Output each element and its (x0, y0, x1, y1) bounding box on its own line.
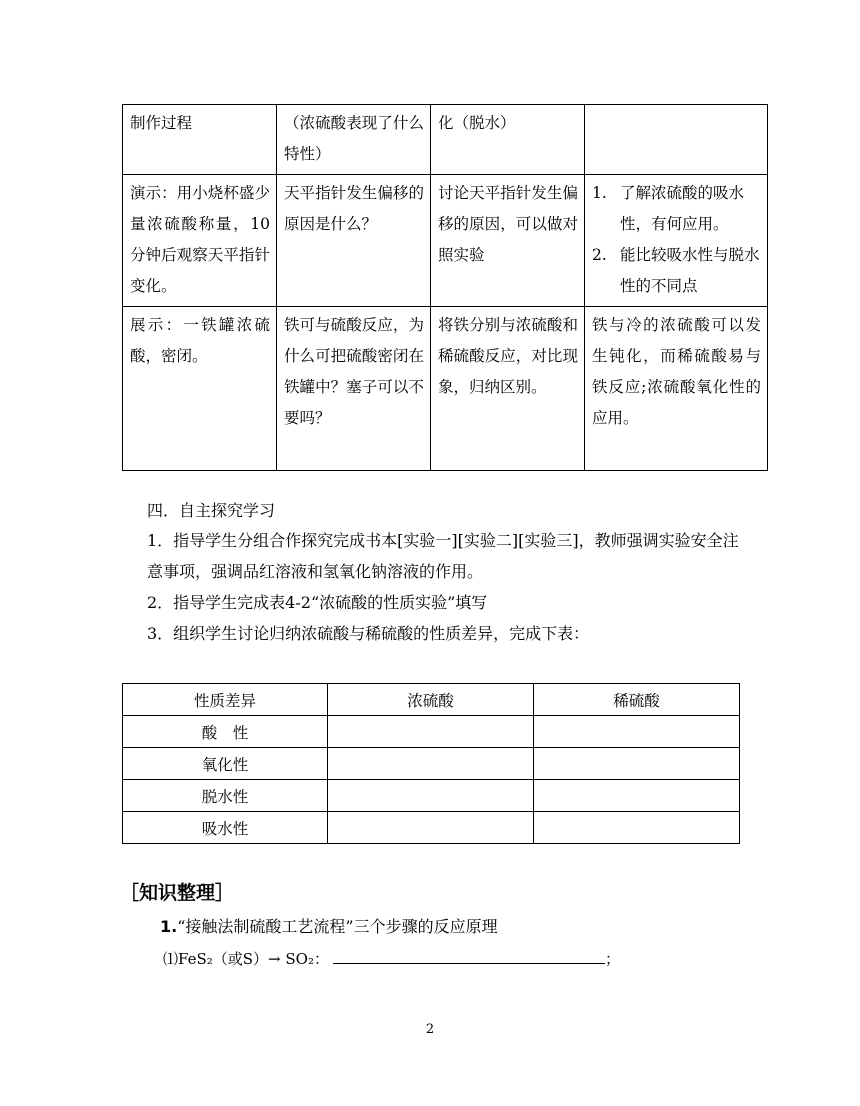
item-number: 1. (160, 917, 178, 936)
table-cell-blank[interactable] (534, 748, 740, 780)
table-cell: 酸 性 (123, 716, 328, 748)
page-number: 2 (425, 1022, 435, 1037)
table-row (123, 175, 768, 307)
table-row (123, 716, 740, 748)
table-header: 性质差异 (123, 684, 328, 716)
list-item (592, 178, 761, 240)
table-cell: 吸水性 (123, 812, 328, 844)
knowledge-subitem (163, 945, 620, 973)
table-row (123, 307, 768, 471)
table-cell: 脱水性 (123, 780, 328, 812)
table-cell: 铁可与硫酸反应，为什么可把硫酸密闭在铁罐中？塞子可以不要吗？ (277, 307, 431, 471)
table-row (123, 105, 768, 175)
paragraph (127, 618, 747, 649)
table-cell: 将铁分别与浓硫酸和稀硫酸反应，对比现象，归纳区别。 (431, 307, 585, 471)
list-item (592, 240, 761, 302)
table-cell: （浓硫酸表现了什么特性） (277, 105, 431, 175)
table-header-row (123, 684, 740, 716)
property-table (122, 683, 740, 844)
table-cell: 制作过程 (123, 105, 277, 175)
paragraph-text: 3．组织学生讨论归纳浓硫酸与稀硫酸的性质差异，完成下表： (147, 624, 590, 643)
table-cell-blank[interactable] (328, 812, 534, 844)
reaction-label: ⑴FeS₂（或S）→ SO₂： (163, 950, 329, 968)
table-cell-blank[interactable] (328, 780, 534, 812)
list-text: 了解浓硫酸的吸水性，有何应用。 (620, 184, 745, 233)
paragraph-text: 1．指导学生分组合作探究完成书本[实验一][实验二][实验三]，教师强调实验安全注意事项，强调品红溶液和氢氧化钠溶液的作用。 (147, 531, 739, 581)
table-row (123, 780, 740, 812)
table-cell-blank[interactable] (534, 716, 740, 748)
table-cell (585, 105, 768, 175)
table-cell: 演示：用小烧杯盛少量浓硫酸称量，10分钟后观察天平指针变化。 (123, 175, 277, 307)
table-header: 浓硫酸 (328, 684, 534, 716)
table-cell: 天平指针发生偏移的原因是什么？ (277, 175, 431, 307)
paragraph-text: 2．指导学生完成表4-2“浓硫酸的性质实验”填写 (147, 593, 488, 612)
table-cell-blank[interactable] (534, 812, 740, 844)
list-number: 1. (592, 184, 607, 202)
list-text: 能比较吸水性与脱水性的不同点 (620, 246, 760, 295)
item-text: “接触法制硫酸工艺流程”三个步骤的反应原理 (177, 917, 498, 936)
table-cell-blank[interactable] (328, 748, 534, 780)
list-number: 2. (592, 246, 607, 264)
table-cell: 化（脱水） (431, 105, 585, 175)
lesson-table (122, 104, 768, 471)
answer-blank[interactable] (333, 947, 605, 964)
table-cell: 氧化性 (123, 748, 328, 780)
table-header: 稀硫酸 (534, 684, 740, 716)
knowledge-item (160, 913, 498, 941)
table-row (123, 812, 740, 844)
section-title: 四．自主探究学习 (147, 501, 276, 520)
table-cell: 铁与冷的浓硫酸可以发生钝化，而稀硫酸易与铁反应;浓硫酸氧化性的应用。 (585, 307, 768, 471)
table-row (123, 748, 740, 780)
goal-list (592, 178, 761, 302)
paragraph (127, 587, 747, 618)
table-cell: 讨论天平指针发生偏移的原因，可以做对照实验 (431, 175, 585, 307)
paragraph (127, 525, 747, 587)
table-cell-blank[interactable] (534, 780, 740, 812)
table-cell-goals (585, 175, 768, 307)
table-cell: 展示：一铁罐浓硫酸，密闭。 (123, 307, 277, 471)
table-cell-blank[interactable] (328, 716, 534, 748)
knowledge-heading: ［知识整理］ (120, 882, 235, 904)
semicolon: ； (604, 950, 620, 968)
